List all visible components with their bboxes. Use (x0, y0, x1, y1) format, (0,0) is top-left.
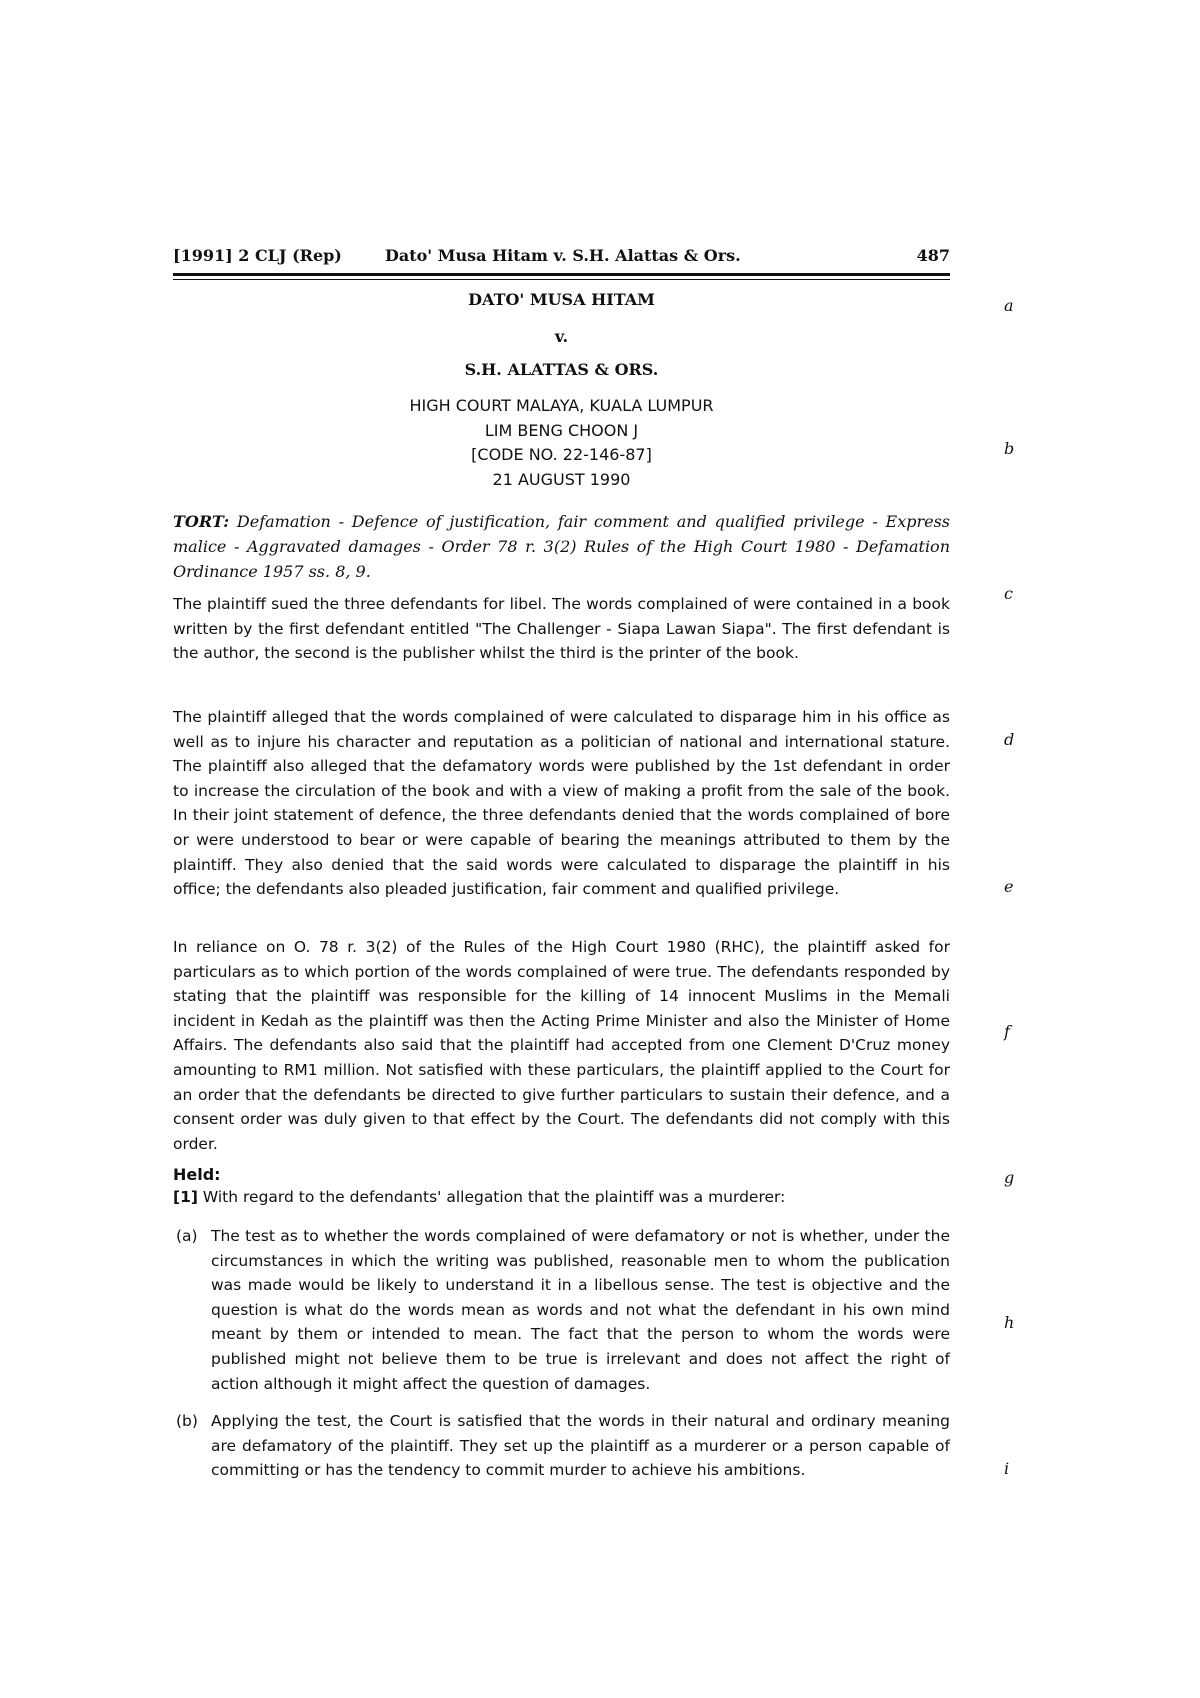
margin-letter: b (1004, 439, 1015, 458)
facts-paragraph-1: The plaintiff sued the three defendants for libel. The words complained of were contained in a book written by the first defendant entitled "The Challenger - Siapa Lawan Siapa". The first defendant is the author, the second is the publisher whilst the third is the printer of the book. (173, 595, 950, 663)
held-label: Held: (173, 1165, 221, 1184)
caption-plaintiff: DATO' MUSA HITAM (468, 290, 655, 309)
header-citation: [1991] 2 CLJ (Rep) (173, 246, 342, 265)
header-rule-thick (173, 273, 950, 276)
held-item-1 (173, 1188, 950, 1206)
court-name: HIGH COURT MALAYA, KUALA LUMPUR (409, 396, 714, 415)
catchwords-lead: TORT: (173, 512, 230, 531)
margin-letter: g (1004, 1168, 1015, 1187)
held-sub-item-b (176, 1409, 950, 1483)
caption-versus: v. (554, 327, 569, 346)
facts-paragraph-2: The plaintiff alleged that the words complained of were calculated to disparage him in his office as well as to injure his character and reputation as a politician of national and international stature. The plaintiff also alleged that the defamatory words were published by the 1st defendant in order to increase the circulation of the book and with a view of making a profit from the sale of the book. In their joint statement of defence, the three defendants denied that the words complained of bore or were understood to bear or were capable of bearing the meanings attributed to them by the plaintiff. They also denied that the said words were calculated to disparage the plaintiff in his office; the defendants also pleaded justification, fair comment and qualified privilege. (173, 708, 950, 899)
running-header (173, 246, 950, 270)
judge-name: LIM BENG CHOON J (484, 420, 639, 440)
catchwords-text: Defamation - Defence of justification, fair comment and qualified privilege - Express malice - Aggravated damages - Order 78 r. 3(2) Rules of the High Court 1980 - Defamation Ordinance 1957 ss. 8, 9. (173, 512, 950, 581)
facts-paragraph-3: In reliance on O. 78 r. 3(2) of the Rules of the High Court 1980 (RHC), the plaintiff asked for particulars as to which portion of the words complained of were true. The defendants responded by stating that the plaintiff was responsible for the killing of 14 innocent Muslims in the Memali incident in Kedah as the plaintiff was then the Acting Prime Minister and also the Minister of Home Affairs. The defendants also said that the plaintiff had accepted from one Clement D'Cruz money amounting to RM1 million. Not satisfied with these particulars, the plaintiff applied to the Court for an order that the defendants be directed to give further particulars to sustain their defence, and a consent order was duly given to that effect by the Court. The defendants did not comply with this order. (173, 938, 950, 1153)
judgment-date: 21 AUGUST 1990 (492, 469, 631, 489)
caption-defendants: S.H. ALATTAS & ORS. (464, 360, 659, 379)
margin-letter: f (1004, 1022, 1010, 1041)
sub-item-text: The test as to whether the words complained of were defamatory or not is whether, under the circumstances in which the writing was published, reasonable men to whom the publication was made would be likely to understand it in a libellous sense. The test is objective and the question is what do the words mean as words and not what the defendant in his own mind meant by them or intended to mean. The fact that the person to whom the words were published might not believe them to be true is irrelevant and does not affect the right of action although it might affect the question of damages. (211, 1227, 950, 1393)
sub-item-label: (b) (176, 1412, 198, 1430)
held-item-text: With regard to the defendants' allegation that the plaintiff was a murderer: (202, 1188, 786, 1206)
held-sub-item-a (176, 1224, 950, 1396)
sub-item-label: (a) (176, 1227, 198, 1245)
header-page-number: 487 (916, 246, 950, 265)
court-details (173, 394, 950, 492)
margin-letter: h (1004, 1313, 1015, 1332)
margin-letter: i (1004, 1459, 1010, 1478)
sub-item-text: Applying the test, the Court is satisfied that the words in their natural and ordinary meaning are defamatory of the plaintiff. They set up the plaintiff as a murderer or a person capable of committing or has the tendency to commit murder to achieve his ambitions. (211, 1412, 950, 1480)
header-case-name: Dato' Musa Hitam v. S.H. Alattas & Ors. (385, 246, 741, 265)
margin-letter: c (1004, 584, 1013, 603)
catchwords (173, 509, 950, 584)
header-rule-thin (173, 279, 950, 280)
margin-letter: d (1004, 730, 1015, 749)
margin-letter: e (1004, 877, 1014, 896)
margin-letter: a (1004, 296, 1014, 315)
case-code: [CODE NO. 22-146-87] (471, 445, 652, 465)
held-item-number: [1] (173, 1188, 198, 1206)
